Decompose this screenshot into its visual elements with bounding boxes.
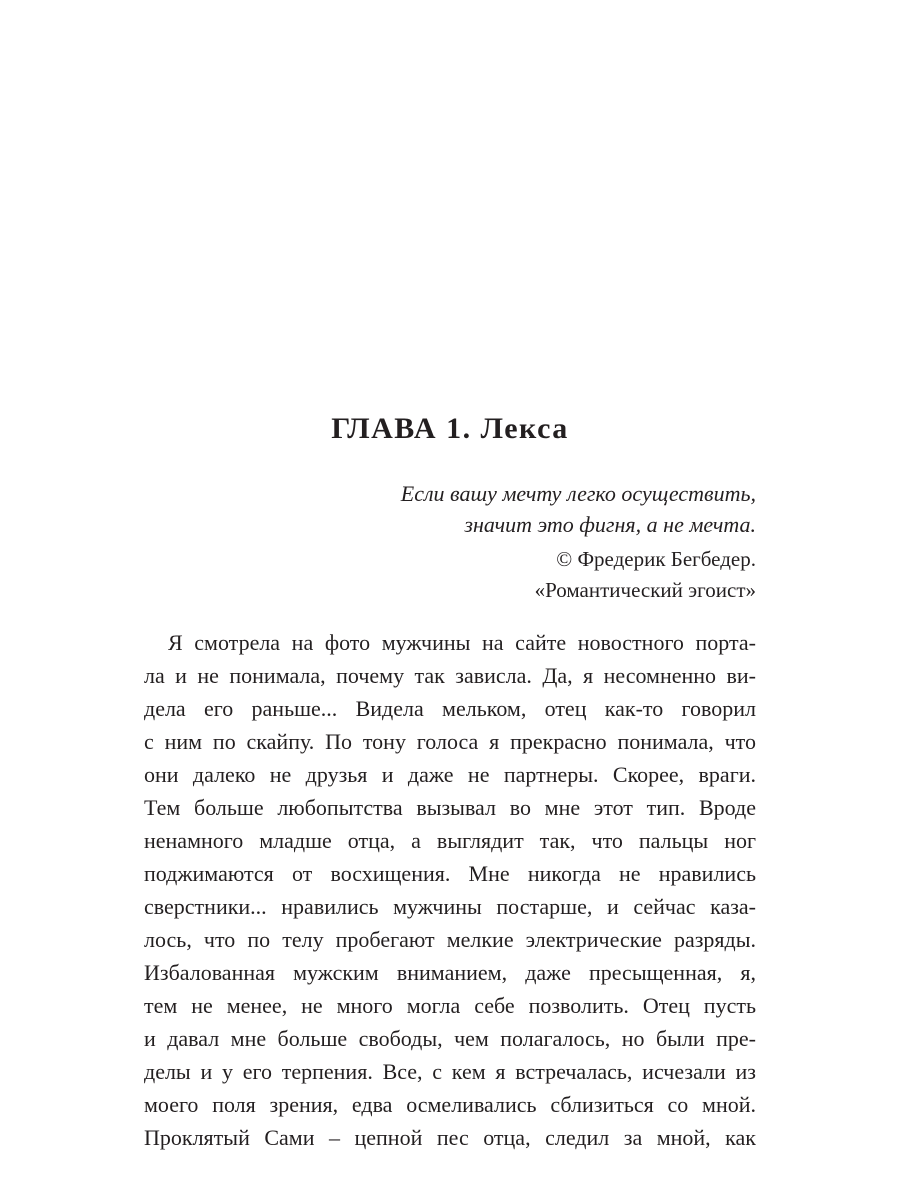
epigraph-line: значит это фигня, а не мечта. — [464, 512, 756, 537]
text-line: Проклятый Сами – цепной пес отца, следил за мной, как — [144, 1125, 756, 1150]
text-line: тем не менее, не много могла себе позволить. Отец пусть — [144, 993, 756, 1018]
epigraph-source: «Романтический эгоист» — [534, 578, 756, 602]
text-line: моего поля зрения, едва осмеливались сблизиться со мной. — [144, 1092, 756, 1117]
chapter-title: ГЛАВА 1. Лекса — [331, 412, 569, 445]
text-line: делы и у его терпения. Все, с кем я встречалась, исчезали из — [144, 1059, 756, 1084]
text-line: лось, что по телу пробегают мелкие электрические разряды. — [144, 927, 756, 952]
text-line: поджимаются от восхищения. Мне никогда не нравились — [144, 861, 756, 886]
text-line: Тем больше любопытства вызывал во мне этот тип. Вроде — [144, 795, 756, 820]
text-line: и давал мне больше свободы, чем полагалось, но были пре- — [144, 1026, 756, 1051]
text-line: ла и не понимала, почему так зависла. Да, я несомненно ви- — [144, 663, 756, 688]
text-line: дела его раньше... Видела мельком, отец как-то говорил — [144, 696, 756, 721]
text-line: Я смотрела на фото мужчины на сайте новостного порта- — [168, 630, 756, 655]
epigraph — [196, 478, 756, 606]
text-line: с ним по скайпу. По тону голоса я прекрасно понимала, что — [144, 729, 756, 754]
text-line: они далеко не друзья и даже не партнеры. Скорее, враги. — [144, 762, 756, 787]
text-line: ненамного младше отца, а выглядит так, что пальцы ног — [144, 828, 756, 853]
text-line: Избалованная мужским вниманием, даже пресыщенная, я, — [144, 960, 756, 985]
epigraph-author: © Фредерик Бегбедер. — [556, 547, 756, 571]
text-line: сверстники... нравились мужчины постарше, и сейчас каза- — [144, 894, 756, 919]
body-text — [144, 626, 756, 1154]
epigraph-line: Если вашу мечту легко осуществить, — [400, 481, 756, 506]
